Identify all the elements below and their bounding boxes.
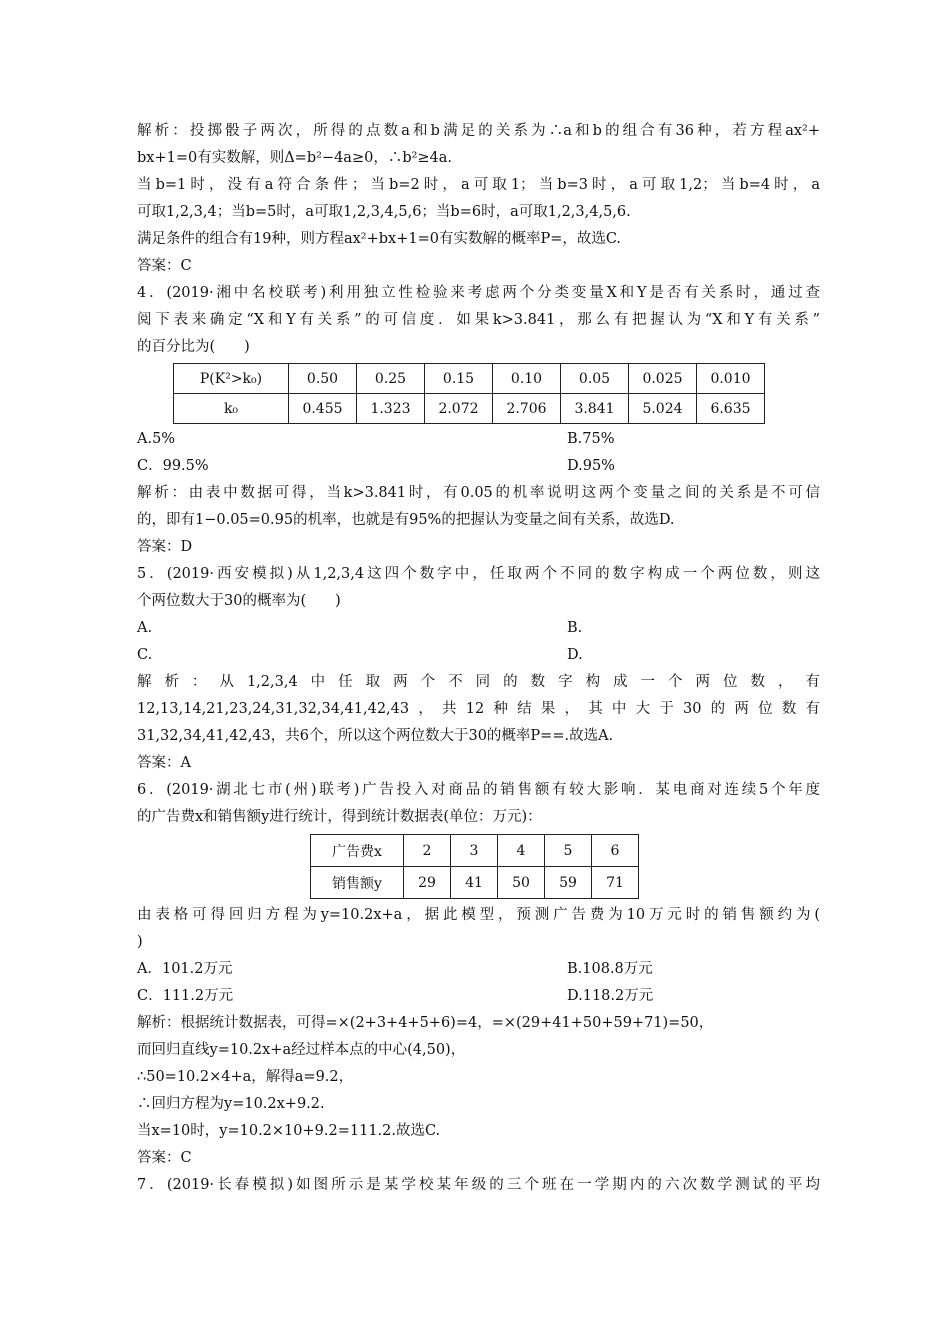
option-c: C．111.2万元 <box>137 988 234 1004</box>
table-row <box>174 364 765 394</box>
question-4-text: 阅下表来确定“X和Y有关系”的可信度．如果k>3.841，那么有把握认为“X和Y有关系” <box>137 312 820 328</box>
table-cell: 2.706 <box>493 394 561 424</box>
table-cell: 0.05 <box>561 364 629 394</box>
question-5-text: 5．(2019·西安模拟)从1,2,3,4这四个数字中，任取两个不同的数字构成一个两位数，则这 <box>137 566 820 582</box>
option-b: B.108.8万元 <box>567 961 653 977</box>
text-line: 当x=10时，y=10.2×10+9.2=111.2.故选C. <box>137 1123 441 1139</box>
table-cell: 6.635 <box>697 394 765 424</box>
option-row <box>137 615 820 642</box>
table-cell: 71 <box>592 867 639 899</box>
table-cell: 29 <box>404 867 451 899</box>
question-7-text: 7．(2019·长春模拟)如图所示是某学校某年级的三个班在一学期内的六次数学测试的平均 <box>137 1177 820 1193</box>
text-line: 满足条件的组合有19种，则方程ax²+bx+1=0有实数解的概率P=，故选C. <box>137 231 622 247</box>
text-line: 31,32,34,41,42,43，共6个，所以这个两位数大于30的概率P==.故选A. <box>137 728 614 744</box>
table-cell: 41 <box>451 867 498 899</box>
table-row <box>311 867 639 899</box>
table-cell: 0.10 <box>493 364 561 394</box>
chi-square-table <box>173 363 765 424</box>
option-c: C．99.5% <box>137 458 209 474</box>
table-cell: 3 <box>451 835 498 867</box>
question-6-text: 由表格可得回归方程为y=10.2x+a，据此模型，预测广告费为10万元时的销售额约为( <box>137 907 820 923</box>
table-cell: 0.25 <box>357 364 425 394</box>
text-line: ∴50=10.2×4+a，解得a=9.2， <box>137 1069 354 1085</box>
text-line: ∴回归方程为y=10.2x+9.2. <box>137 1096 325 1112</box>
answer-line: 答案：C <box>137 1150 192 1166</box>
table-cell: 0.010 <box>697 364 765 394</box>
option-row <box>137 642 820 669</box>
text-line: 解析：投掷骰子两次，所得的点数a和b满足的关系为∴a和b的组合有36种，若方程ax²+ <box>137 123 820 139</box>
option-a: A. <box>137 620 153 636</box>
option-c: C. <box>137 647 153 663</box>
sales-table <box>310 834 639 899</box>
text-line: bx+1=0有实数解，则Δ=b²−4a≥0，∴b²≥4a. <box>137 150 453 166</box>
table-cell: 6 <box>592 835 639 867</box>
option-d: D.118.2万元 <box>567 988 654 1004</box>
question-5-text: 个两位数大于30的概率为( ) <box>137 593 341 609</box>
table-header-cell: k₀ <box>174 394 289 424</box>
option-row <box>137 983 820 1010</box>
option-a: A.5% <box>137 431 176 447</box>
text-line: 解析：由表中数据可得，当k>3.841时，有0.05的机率说明这两个变量之间的关系是不可信 <box>137 485 820 501</box>
answer-line: 答案：C <box>137 258 192 274</box>
table-cell: 1.323 <box>357 394 425 424</box>
table-header-cell: 广告费x <box>311 835 404 867</box>
answer-line: 答案：D <box>137 539 193 555</box>
option-row <box>137 956 820 983</box>
table-cell: 4 <box>498 835 545 867</box>
table-cell: 59 <box>545 867 592 899</box>
table-cell: 2.072 <box>425 394 493 424</box>
table-header-cell: P(K²>k₀) <box>174 364 289 394</box>
option-a: A．101.2万元 <box>137 961 233 977</box>
text-line: 当b=1时，没有a符合条件；当b=2时，a可取1；当b=3时，a可取1,2；当b=4时，a <box>137 177 820 193</box>
table-cell: 0.455 <box>289 394 357 424</box>
table-cell: 0.50 <box>289 364 357 394</box>
table-cell: 50 <box>498 867 545 899</box>
answer-line: 答案：A <box>137 755 191 771</box>
table-cell: 5 <box>545 835 592 867</box>
question-6-text: 6．(2019·湖北七市(州)联考)广告投入对商品的销售额有较大影响．某电商对连续5个年度 <box>137 782 820 798</box>
option-row <box>137 426 820 453</box>
table-row <box>311 835 639 867</box>
text-line: 解析：根据统计数据表，可得=×(2+3+4+5+6)=4，=×(29+41+50+59+71)=50， <box>137 1015 714 1031</box>
option-row <box>137 453 820 480</box>
text-line: 可取1,2,3,4；当b=5时，a可取1,2,3,4,5,6；当b=6时，a可取1,2,3,4,5,6. <box>137 204 631 220</box>
table-cell: 0.15 <box>425 364 493 394</box>
table-cell: 3.841 <box>561 394 629 424</box>
text-line: 而回归直线y=10.2x+a经过样本点的中心(4,50)， <box>137 1042 466 1058</box>
option-d: D.95% <box>567 458 615 474</box>
text-line: 12,13,14,21,23,24,31,32,34,41,42,43，共12种结果，其中大于30的两位数有 <box>137 701 820 717</box>
table-cell: 5.024 <box>629 394 697 424</box>
question-4-text: 4．(2019·湘中名校联考)利用独立性检验来考虑两个分类变量X和Y是否有关系时，通过查 <box>137 285 820 301</box>
option-b: B. <box>567 620 583 636</box>
question-6-text: ) <box>137 934 143 950</box>
question-4-text: 的百分比为( ) <box>137 339 250 355</box>
text-line: 的，即有1−0.05=0.95的机率，也就是有95%的把握认为变量之间有关系，故选D. <box>137 512 675 528</box>
text-line: 解析：从1,2,3,4中任取两个不同的数字构成一个两位数，有 <box>137 674 820 690</box>
table-cell: 0.025 <box>629 364 697 394</box>
table-header-cell: 销售额y <box>311 867 404 899</box>
option-d: D. <box>567 647 583 663</box>
table-cell: 2 <box>404 835 451 867</box>
document-page <box>137 118 820 1199</box>
table-row <box>174 394 765 424</box>
question-6-text: 的广告费x和销售额y进行统计，得到统计数据表(单位：万元)： <box>137 809 542 825</box>
option-b: B.75% <box>567 431 615 447</box>
